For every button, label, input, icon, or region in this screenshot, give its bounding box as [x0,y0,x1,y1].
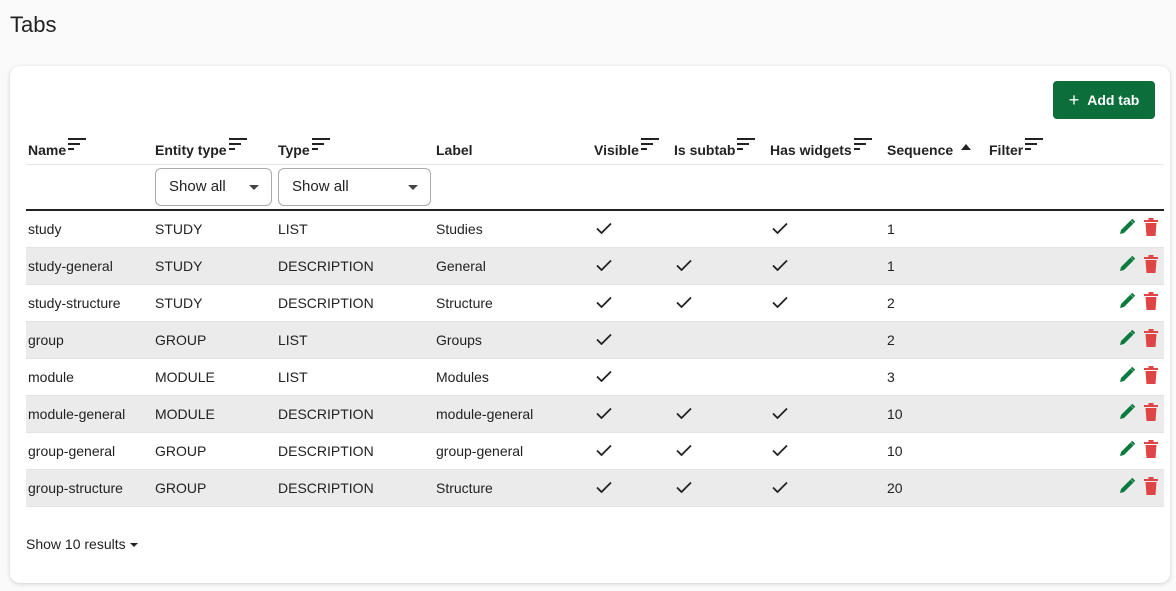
cell-actions [1077,284,1164,321]
cell-actions [1077,321,1164,358]
pencil-icon[interactable] [1118,366,1136,387]
cell-sequence: 10 [885,395,987,432]
entity-type-filter-value: Show all [169,178,226,196]
pencil-icon[interactable] [1118,403,1136,424]
cell-filter [987,395,1077,432]
column-header-label: Sequence [887,141,954,158]
column-header-label: Filter [989,141,1024,158]
check-icon [770,221,788,237]
check-icon [674,258,692,274]
tabs-card [10,66,1170,583]
pencil-icon[interactable] [1118,329,1136,350]
cell-type: DESCRIPTION [276,469,434,506]
cell-actions [1077,247,1164,284]
table-row [26,395,1164,432]
cell-is-subtab [672,432,768,469]
cell-sequence: 2 [885,321,987,358]
cell-has-widgets [768,284,885,321]
pencil-icon[interactable] [1118,440,1136,461]
table-row [26,284,1164,321]
cell-has-widgets [768,210,885,247]
check-icon [594,221,612,237]
cell-entity-type: GROUP [153,321,276,358]
cell-filter [987,358,1077,395]
cell-type: DESCRIPTION [276,284,434,321]
cell-name: group-general [26,432,153,469]
column-header-label [434,130,592,164]
table-row [26,210,1164,247]
cell-sequence: 2 [885,284,987,321]
pencil-icon[interactable] [1118,218,1136,239]
cell-has-widgets [768,321,885,358]
cell-filter [987,284,1077,321]
cell-actions [1077,210,1164,247]
sort-icon [852,142,872,158]
check-icon [770,480,788,496]
cell-name: module [26,358,153,395]
plus-icon: + [1068,90,1080,110]
cell-entity-type: GROUP [153,469,276,506]
check-icon [594,480,612,496]
page-size-selector[interactable] [26,536,138,552]
cell-name: study-structure [26,284,153,321]
page-title: Tabs [10,12,57,37]
cell-label: Structure [434,284,592,321]
cell-entity-type: STUDY [153,247,276,284]
cell-visible [592,284,672,321]
cell-is-subtab [672,210,768,247]
column-header-actions [1077,130,1164,164]
cell-is-subtab [672,284,768,321]
trash-icon[interactable] [1144,292,1158,313]
cell-label: Structure [434,469,592,506]
sort-icon [227,142,247,158]
trash-icon[interactable] [1144,440,1158,461]
cell-label: General [434,247,592,284]
chevron-down-icon [408,185,418,190]
tabs-table [26,130,1164,507]
check-icon [674,406,692,422]
cell-visible [592,432,672,469]
cell-entity-type: MODULE [153,358,276,395]
column-header-is-subtab[interactable] [672,130,768,164]
cell-label: Studies [434,210,592,247]
type-filter-value: Show all [292,178,349,196]
check-icon [594,332,612,348]
cell-type: LIST [276,321,434,358]
cell-visible [592,469,672,506]
check-icon [770,295,788,311]
cell-filter [987,432,1077,469]
cell-visible [592,247,672,284]
cell-is-subtab [672,395,768,432]
cell-entity-type: MODULE [153,395,276,432]
cell-has-widgets [768,469,885,506]
cell-sequence: 1 [885,247,987,284]
cell-is-subtab [672,469,768,506]
add-tab-button[interactable] [1053,81,1155,119]
sort-icon [1023,142,1043,158]
check-icon [594,443,612,459]
cell-label: module-general [434,395,592,432]
chevron-down-icon [249,185,259,190]
table-row [26,432,1164,469]
cell-filter [987,469,1077,506]
sort-asc-icon [961,144,971,150]
check-icon [674,443,692,459]
cell-is-subtab [672,321,768,358]
cell-name: group [26,321,153,358]
column-header-name[interactable] [26,130,153,164]
trash-icon[interactable] [1144,329,1158,350]
entity-type-filter-select[interactable] [155,168,272,206]
check-icon [674,480,692,496]
cell-name: study [26,210,153,247]
cell-visible [592,210,672,247]
cell-label: Groups [434,321,592,358]
cell-entity-type: GROUP [153,432,276,469]
cell-sequence: 3 [885,358,987,395]
cell-has-widgets [768,358,885,395]
cell-actions [1077,432,1164,469]
cell-type: DESCRIPTION [276,432,434,469]
cell-type: DESCRIPTION [276,247,434,284]
cell-sequence: 1 [885,210,987,247]
cell-visible [592,358,672,395]
cell-visible [592,395,672,432]
check-icon [674,295,692,311]
check-icon [594,295,612,311]
trash-icon[interactable] [1144,403,1158,424]
cell-name: module-general [26,395,153,432]
sort-icon [310,142,330,158]
column-header-type[interactable] [276,130,434,164]
cell-actions [1077,395,1164,432]
cell-has-widgets [768,247,885,284]
table-row [26,247,1164,284]
column-header-sequence[interactable] [885,130,987,164]
caret-down-icon [130,543,138,547]
check-icon [594,258,612,274]
column-header-label: Label [436,141,473,158]
cell-is-subtab [672,358,768,395]
column-header-visible[interactable] [592,130,672,164]
cell-entity-type: STUDY [153,284,276,321]
trash-icon[interactable] [1144,218,1158,239]
trash-icon[interactable] [1144,366,1158,387]
cell-type: LIST [276,358,434,395]
column-header-label: Type [278,141,310,158]
check-icon [594,369,612,385]
cell-entity-type: STUDY [153,210,276,247]
sort-icon [639,142,659,158]
pencil-icon[interactable] [1118,292,1136,313]
cell-has-widgets [768,395,885,432]
cell-name: study-general [26,247,153,284]
check-icon [770,406,788,422]
page-size-label: Show 10 results [26,536,126,552]
trash-icon[interactable] [1144,255,1158,276]
check-icon [770,258,788,274]
table-row [26,321,1164,358]
column-header-entity-type[interactable] [153,130,276,164]
column-header-label: Has widgets [770,141,852,158]
cell-visible [592,321,672,358]
cell-has-widgets [768,432,885,469]
column-header-has-widgets[interactable] [768,130,885,164]
check-icon [770,443,788,459]
cell-label: group-general [434,432,592,469]
sort-icon [66,142,86,158]
cell-actions [1077,469,1164,506]
cell-actions [1077,358,1164,395]
pencil-icon[interactable] [1118,255,1136,276]
pencil-icon[interactable] [1118,477,1136,498]
cell-name: group-structure [26,469,153,506]
table-row [26,469,1164,506]
check-icon [594,406,612,422]
column-header-label: Is subtab [674,141,736,158]
column-header-label: Visible [594,141,639,158]
column-header-label: Entity type [155,141,227,158]
cell-sequence: 20 [885,469,987,506]
cell-type: DESCRIPTION [276,395,434,432]
cell-sequence: 10 [885,432,987,469]
table-row [26,358,1164,395]
sort-icon [735,142,755,158]
cell-is-subtab [672,247,768,284]
column-header-filter[interactable] [987,130,1077,164]
type-filter-select[interactable] [278,168,431,206]
cell-filter [987,210,1077,247]
trash-icon[interactable] [1144,477,1158,498]
cell-label: Modules [434,358,592,395]
add-tab-label: Add tab [1087,92,1140,108]
cell-type: LIST [276,210,434,247]
column-header-label: Name [28,141,67,158]
cell-filter [987,321,1077,358]
cell-filter [987,247,1077,284]
